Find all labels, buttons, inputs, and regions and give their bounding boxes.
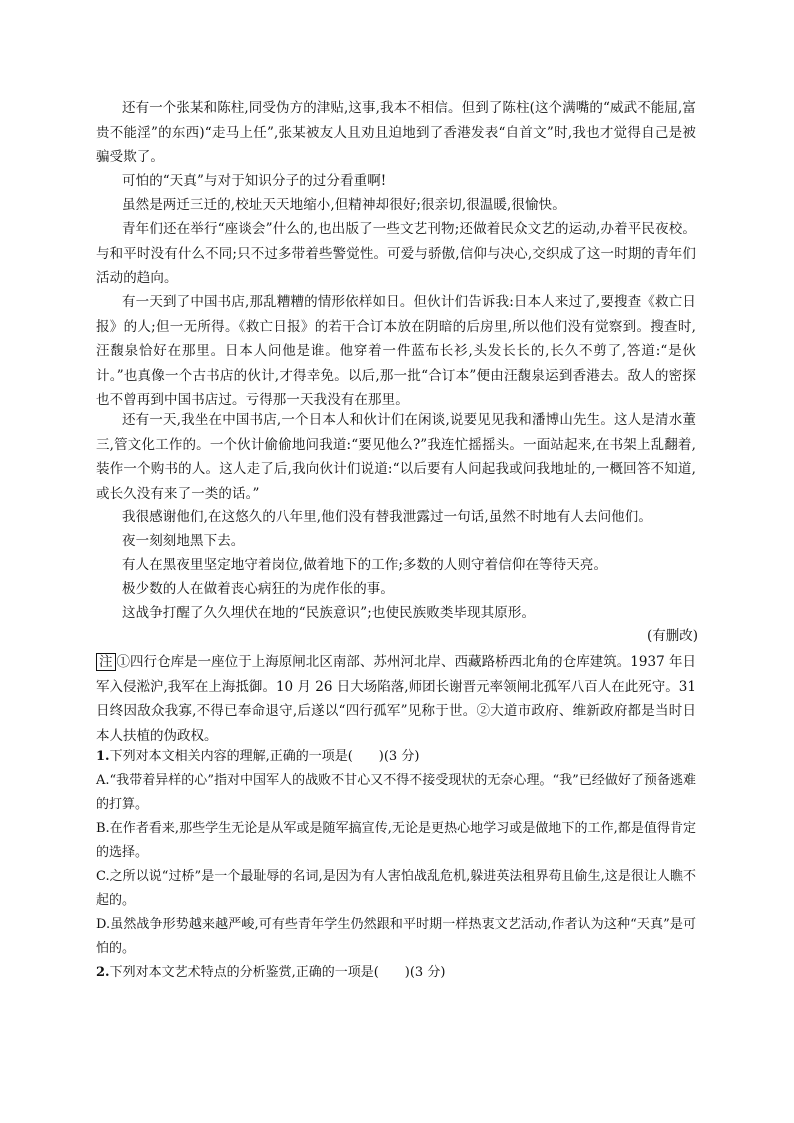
question-2-stem	[96, 961, 696, 985]
annotation-block	[96, 650, 696, 748]
annotation-text: ①四行仓库是一座位于上海原闸北区南部、苏州河北岸、西藏路桥西北角的仓库建筑。1937 年日军入侵淞沪,我军在上海抵御。10 月 26 日大场陷落,师团长谢晋元率领闸北孤军八百人在此死守。31 日终因敌众我寡,不得已奉命退守,后遂以“四行孤军”见称于世。②大道市政府、维新政府都是当时日本人扶植的伪政权。	[96, 654, 696, 744]
question-2-text: 下列对本文艺术特点的分析鉴赏,正确的一项是( )(3 分)	[109, 965, 446, 980]
paragraph-11: 这战争打醒了久久埋伏在地的“民族意识”;也使民族败类毕现其原形。	[122, 605, 536, 621]
question-1-stem	[96, 745, 696, 769]
question-1-option-b: B.在作者看来,那些学生无论是从军或是随军搞宣传,无论是更热心地学习或是做地下的工作,都是值得肯定的选择。	[96, 821, 696, 860]
question-1-option-d: D.虽然战争形势越来越严峻,可有些青年学生仍然跟和平时期一样热衷文艺活动,作者认为这种“天真”是可怕的。	[96, 917, 696, 956]
paragraph-1: 还有一个张某和陈柱,同受伪方的津贴,这事,我本不相信。但到了陈柱(这个满嘴的“威武不能屈,富贵不能淫”的东西)“走马上任”,张某被友人且劝且迫地到了香港发表“自首文”时,我也才觉得自己是被骗受欺了。	[96, 100, 696, 165]
source-note: (有删改)	[646, 628, 698, 644]
question-2-number: 2.	[96, 965, 110, 980]
paragraph-7: 我很感谢他们,在这悠久的八年里,他们没有替我泄露过一句话,虽然不时地有人去问他们。	[122, 509, 652, 525]
paragraph-2: 可怕的“天真”与对于知识分子的过分看重啊!	[122, 173, 387, 189]
paragraph-5: 有一天到了中国书店,那乱糟糟的情形依样如日。但伙计们告诉我:日本人来过了,要搜查《救亡日报》的人;但一无所得。《救亡日报》的若干合订本放在阴暗的后房里,所以他们没有觉察到。搜查时,汪馥泉恰好在那里。日本人问他是谁。他穿着一件蓝布长衫,头发长长的,长久不剪了,答道:“是伙计。”也真像一个古书店的伙计,才得幸免。以后,那一批“合订本”便由汪馥泉运到香港去。敌人的密探也不曾再到中国书店过。亏得那一天我没有在那里。	[96, 294, 696, 408]
paragraph-8: 夜一刻刻地黑下去。	[122, 533, 245, 549]
annotation-tag: 注	[96, 653, 116, 671]
paragraph-4: 青年们还在举行“座谈会”什么的,也出版了一些文艺刊物;还做着民众文艺的运动,办着平民夜校。与和平时没有什么不同;只不过多带着些警觉性。可爱与骄傲,信仰与决心,交织成了这一时期的青年们活动的趋向。	[96, 221, 696, 286]
question-1-number: 1.	[96, 749, 110, 764]
question-1-option-c: C.之所以说“过桥”是一个最耻辱的名词,是因为有人害怕战乱危机,躲进英法租界苟且偷生,这是很让人瞧不起的。	[96, 869, 696, 908]
paragraph-10: 极少数的人在做着丧心病狂的为虎作伥的事。	[122, 581, 394, 597]
question-1-option-a: A.“我带着异样的心”指对中国军人的战败不甘心又不得不接受现状的无奈心理。“我”已经做好了预备逃难的打算。	[96, 773, 696, 812]
paragraph-9: 有人在黑夜里坚定地守着岗位,做着地下的工作;多数的人则守着信仰在等待天亮。	[122, 557, 608, 573]
question-1-text: 下列对本文相关内容的理解,正确的一项是( )(3 分)	[109, 749, 420, 764]
paragraph-6: 还有一天,我坐在中国书店,一个日本人和伙计们在闲谈,说要见见我和潘博山先生。这人是清水董三,管文化工作的。一个伙计偷偷地问我道:“要见他么?”我连忙摇摇头。一面站起来,在书架上乱翻着,装作一个购书的人。这人走了后,我向伙计们说道:“以后要有人问起我或问我地址的,一概回答不知道,或长久没有来了一类的话。”	[96, 412, 696, 502]
paragraph-3: 虽然是两迁三迁的,校址天天地缩小,但精神却很好;很亲切,很温暖,很愉快。	[122, 197, 566, 213]
